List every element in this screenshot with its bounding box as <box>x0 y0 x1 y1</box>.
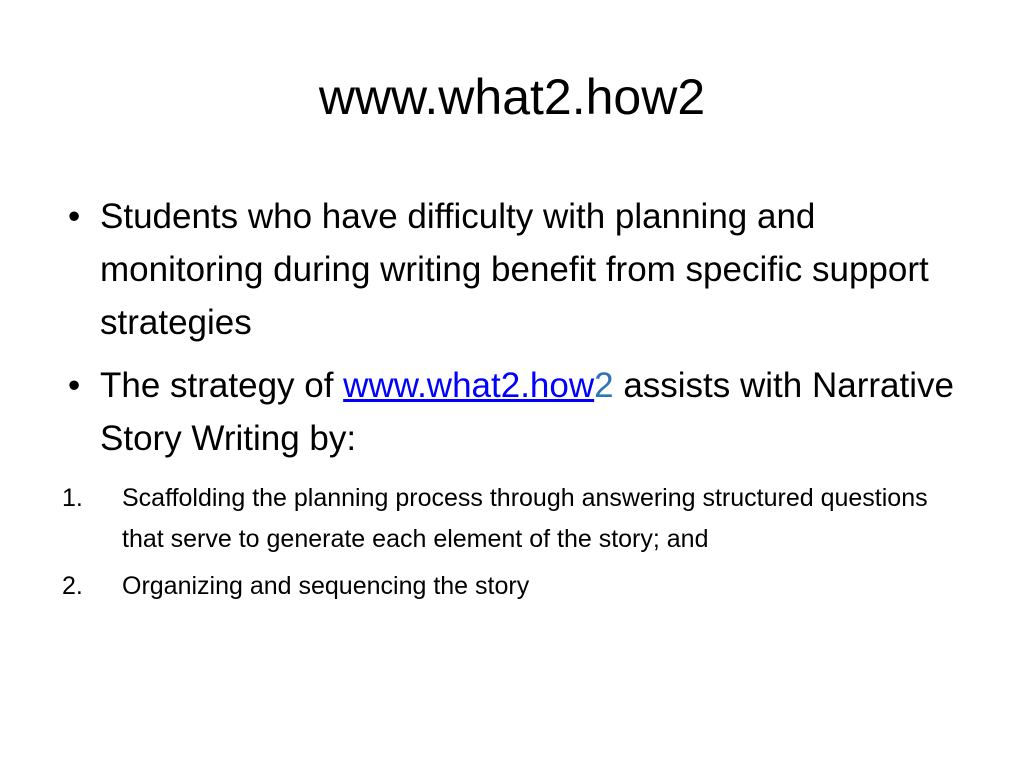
bullet-item <box>60 190 960 349</box>
item-number: 2. <box>62 572 83 600</box>
strategy-link-suffix: 2 <box>594 366 614 405</box>
bullet-text-suffix: assists with Narrative Story Writing by: <box>100 366 954 458</box>
item-text: Organizing and sequencing the story <box>122 572 530 600</box>
item-text: Scaffolding the planning process through answering structured questions that serve to generate each element of the story; and <box>122 484 928 553</box>
numbered-item <box>62 566 962 607</box>
bullet-dot-icon: • <box>68 366 81 405</box>
bullet-dot-icon: • <box>68 197 81 236</box>
bullet-text: Students who have difficulty with planning and monitoring during writing benefit from specific support strategies <box>100 197 929 342</box>
item-number: 1. <box>62 484 83 512</box>
numbered-item <box>62 478 962 560</box>
bullet-text-prefix: The strategy of <box>100 366 344 405</box>
bullet-item <box>60 359 960 465</box>
slide-title: www.what2.how2 <box>318 69 706 125</box>
numbered-list <box>62 478 962 613</box>
bullet-list <box>60 190 960 475</box>
strategy-link[interactable]: www.what2.how <box>343 366 595 405</box>
